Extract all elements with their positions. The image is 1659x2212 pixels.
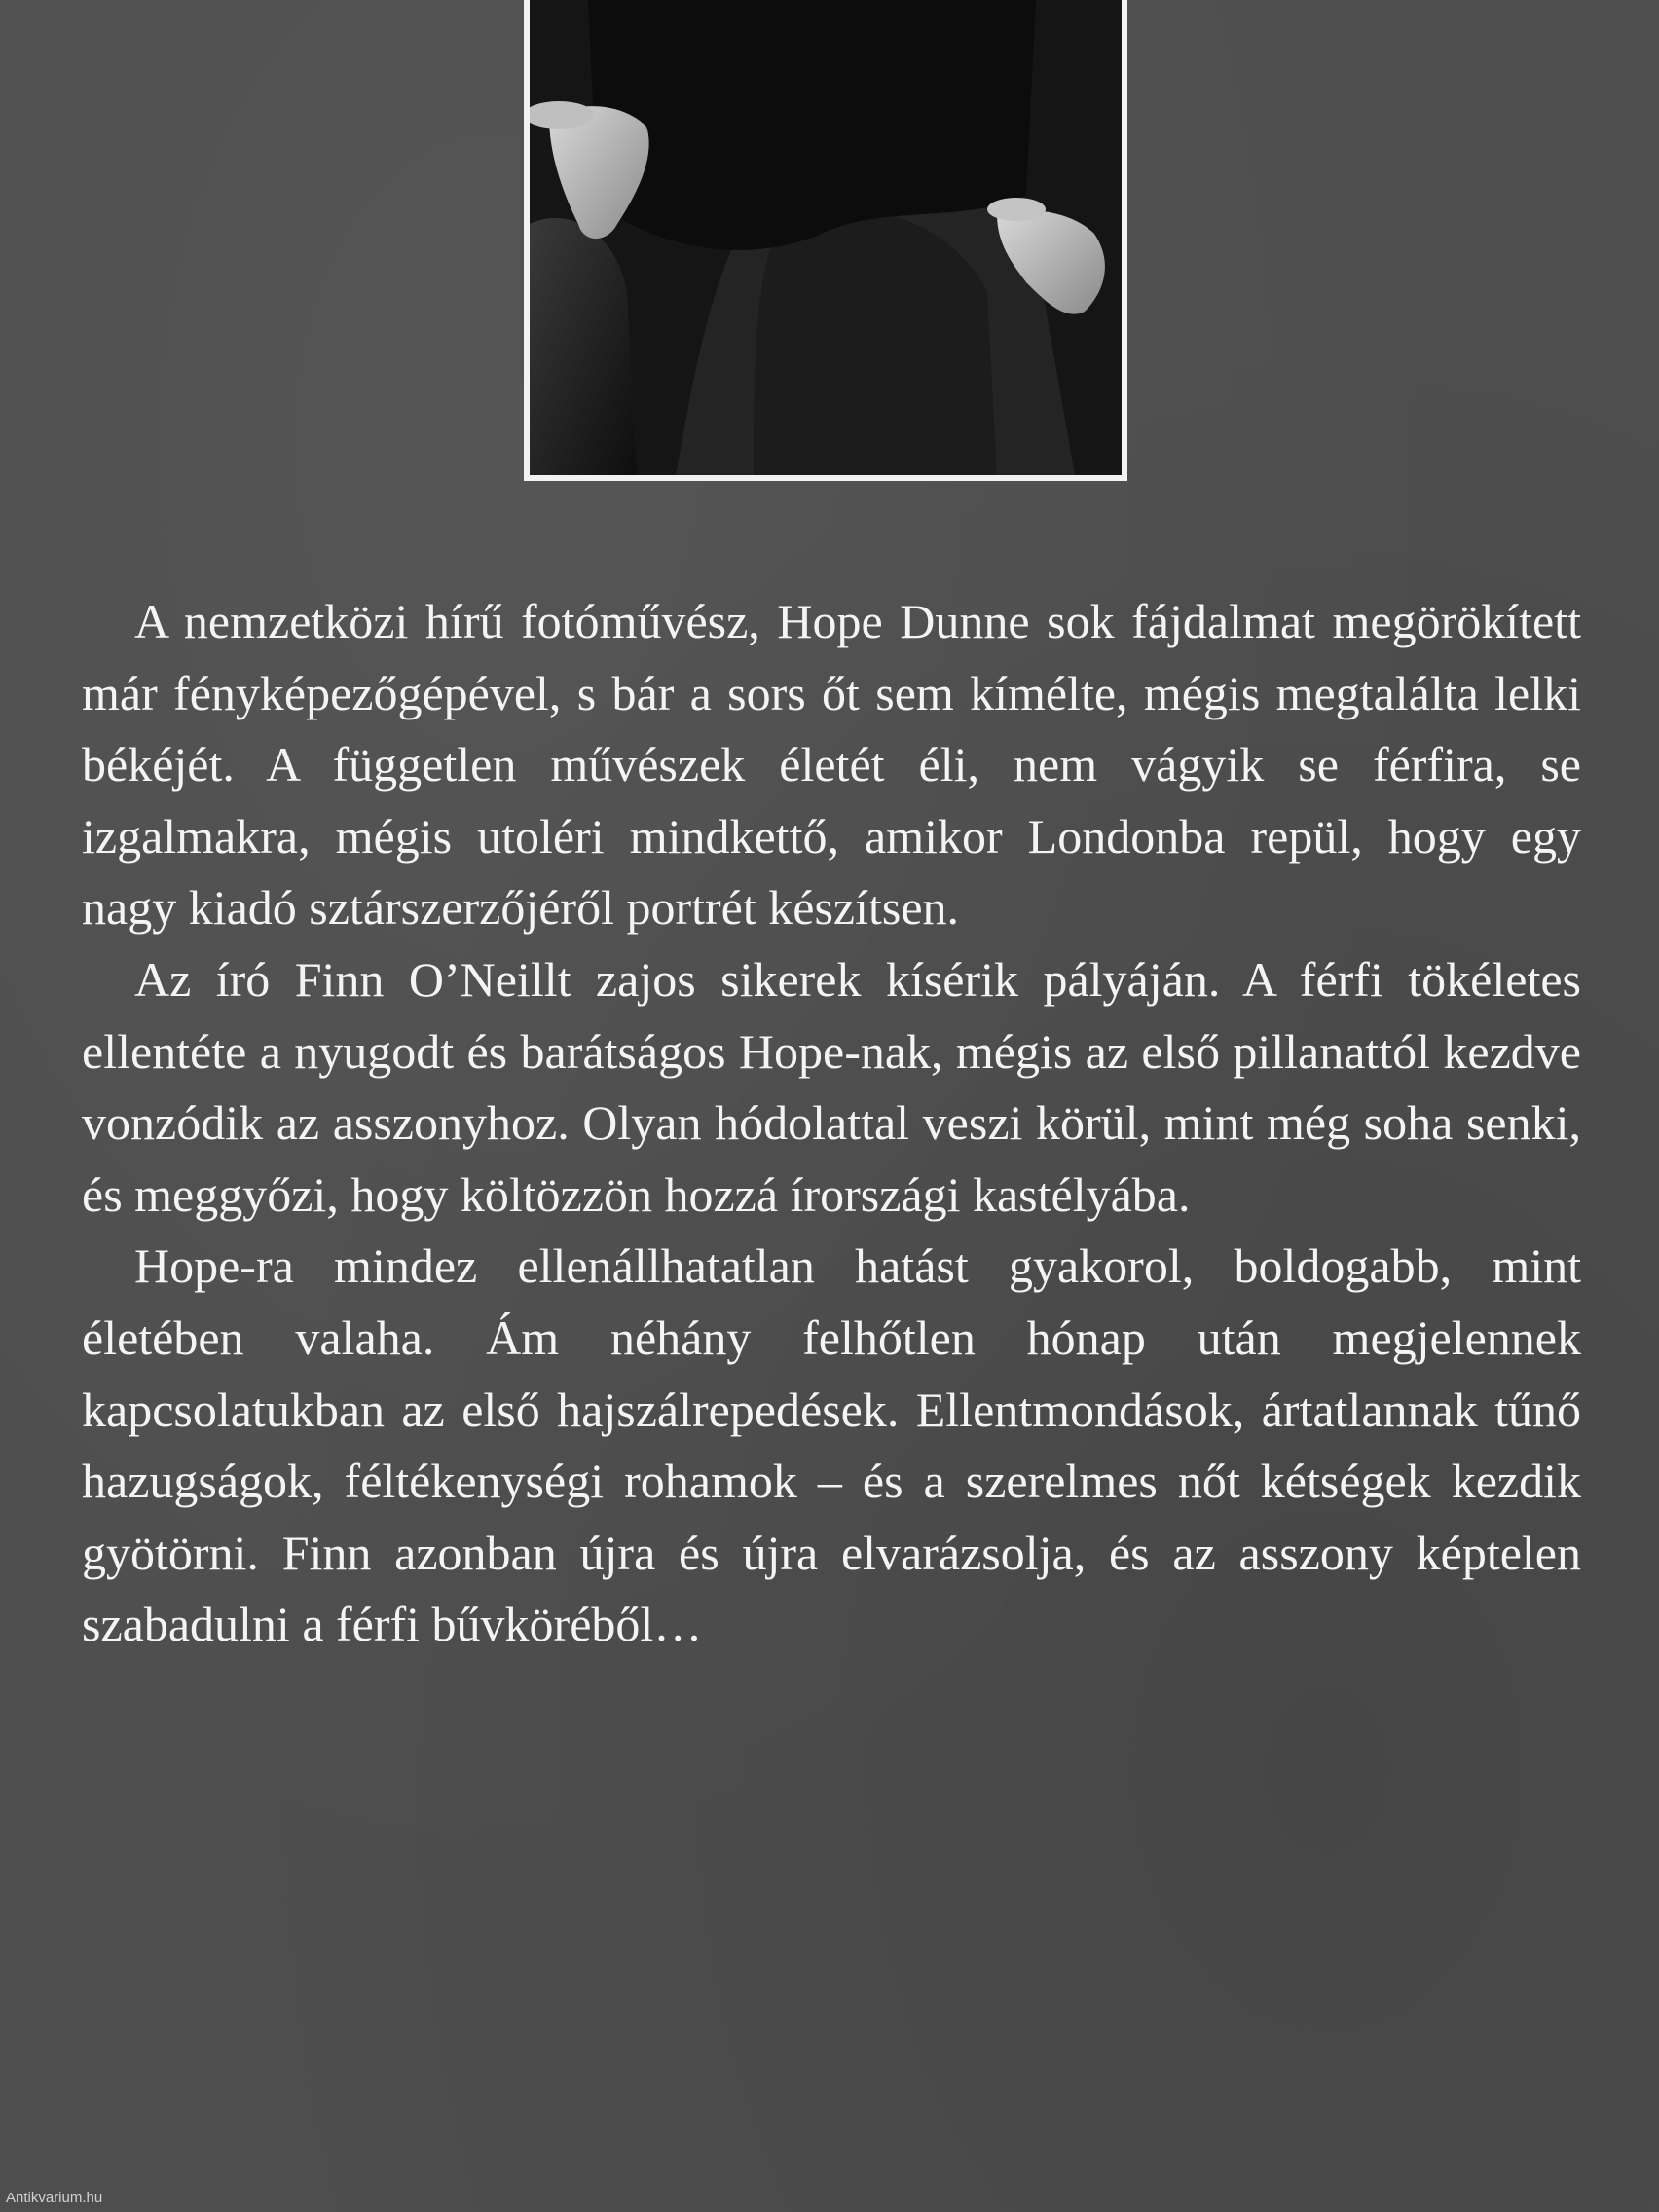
- watermark: Antikvarium.hu: [6, 2190, 103, 2206]
- portrait-image: [530, 0, 1122, 475]
- blurb-paragraph-2: Az író Finn O’Neillt zajos sikerek kísérik pályáján. A férfi tökéletes ellentéte a nyugodt és barátságos Hope-nak, mégis az első pillanattól kezdve vonzódik az asszonyhoz. Olyan hódolattal veszi körül, mint még soha senki, és meggyőzi, hogy költözzön hozzá írországi kastélyába.: [82, 951, 1581, 1222]
- blurb-paragraph-1: A nemzetközi hírű fotóművész, Hope Dunne sok fájdalmat megörökített már fényképezőgépével, s bár a sors őt sem kímélte, mégis megtalálta lelki békéjét. A független művészek életét éli, nem vágyik se férfira, se izgalmakra, mégis utoléri mindkettő, amikor Londonba repül, hogy egy nagy kiadó sztárszerzőjéről portrét készítsen.: [82, 594, 1581, 936]
- blurb-paragraph-3: Hope-ra mindez ellenállhatatlan hatást gyakorol, boldogabb, mint életében valaha. Ám néhány felhőtlen hónap után megjelennek kapcsolatukban az első hajszálrepedések. Ellentmondások, ártatlannak tűnő hazugságok, féltékenységi rohamok – és a szerelmes nőt kétségek kezdik gyötörni. Finn azonban újra és újra elvarázsolja, és az asszony képtelen szabadulni a férfi bűvköréből…: [82, 1238, 1581, 1652]
- author-portrait-photo: [524, 0, 1127, 481]
- blurb-text: [82, 586, 1581, 1661]
